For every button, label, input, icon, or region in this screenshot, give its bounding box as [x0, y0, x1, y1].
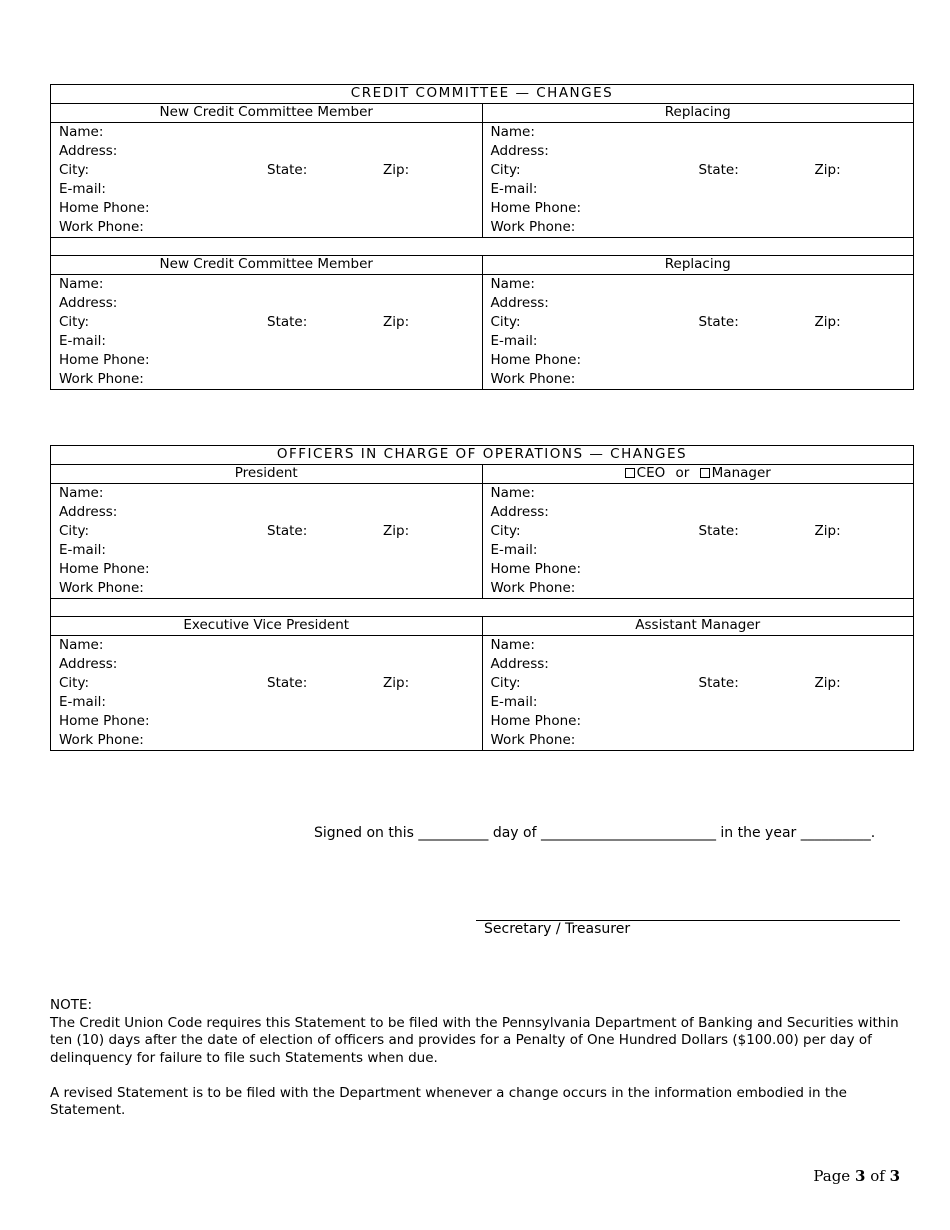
zip-field[interactable]: Zip: — [383, 523, 410, 539]
person-fields-block — [51, 123, 483, 237]
note-paragraph-filing-requirement: The Credit Union Code requires this Statement to be filed with the Pennsylvania Department of Banking and Securities within ten (10) days after the date of election of officers and provides for a Penalty of One Hundred Dollars ($100.00) per day of delinquency for failure to file such Statements when due. — [50, 1014, 899, 1066]
state-field[interactable]: State: — [698, 162, 739, 178]
zip-field[interactable]: Zip: — [814, 314, 841, 330]
signed-on-line[interactable]: Signed on this __________ day of _________________________ in the year __________. — [314, 825, 876, 841]
ceo-manager-header — [483, 465, 914, 483]
address-field[interactable]: Address: — [59, 143, 118, 159]
zip-field[interactable]: Zip: — [814, 523, 841, 539]
person-fields-block — [51, 275, 483, 389]
state-field[interactable]: State: — [698, 675, 739, 691]
work-phone-field[interactable]: Work Phone: — [490, 732, 576, 748]
name-field[interactable]: Name: — [490, 485, 535, 501]
email-field[interactable]: E-mail: — [59, 542, 106, 558]
city-field[interactable]: City: — [59, 314, 90, 330]
work-phone-field[interactable]: Work Phone: — [59, 580, 144, 596]
name-field[interactable]: Name: — [59, 485, 104, 501]
work-phone-field[interactable]: Work Phone: — [59, 219, 144, 235]
replacing-header: Replacing — [664, 104, 731, 120]
home-phone-field[interactable]: Home Phone: — [59, 200, 150, 216]
officers-table — [50, 445, 914, 751]
person-fields-block — [483, 484, 914, 598]
address-field[interactable]: Address: — [59, 504, 118, 520]
table-spacer-row — [51, 598, 913, 616]
home-phone-field[interactable]: Home Phone: — [490, 561, 582, 577]
home-phone-field[interactable]: Home Phone: — [59, 352, 150, 368]
new-credit-committee-member-header: New Credit Committee Member — [51, 104, 483, 122]
home-phone-field[interactable]: Home Phone: — [490, 200, 582, 216]
email-field[interactable]: E-mail: — [59, 333, 106, 349]
table-spacer-row — [51, 237, 913, 255]
email-field[interactable]: E-mail: — [59, 181, 106, 197]
zip-field[interactable]: Zip: — [814, 162, 841, 178]
address-field[interactable]: Address: — [59, 295, 118, 311]
person-fields-block — [51, 636, 483, 750]
state-field[interactable]: State: — [267, 523, 308, 539]
name-field[interactable]: Name: — [59, 124, 104, 140]
address-field[interactable]: Address: — [490, 504, 549, 520]
city-field[interactable]: City: — [490, 523, 521, 539]
email-field[interactable]: E-mail: — [490, 333, 538, 349]
work-phone-field[interactable]: Work Phone: — [490, 371, 576, 387]
home-phone-field[interactable]: Home Phone: — [59, 713, 150, 729]
or-label: or — [675, 465, 690, 481]
address-field[interactable]: Address: — [490, 656, 549, 672]
state-field[interactable]: State: — [267, 162, 308, 178]
city-field[interactable]: City: — [59, 523, 90, 539]
person-fields-block — [483, 275, 914, 389]
name-field[interactable]: Name: — [490, 276, 535, 292]
state-field[interactable]: State: — [267, 675, 308, 691]
email-field[interactable]: E-mail: — [490, 694, 538, 710]
officers-title: OFFICERS IN CHARGE OF OPERATIONS — CHANGES — [276, 446, 688, 462]
page-of: of — [870, 1167, 885, 1185]
person-fields-block — [483, 123, 914, 237]
work-phone-field[interactable]: Work Phone: — [59, 371, 144, 387]
work-phone-field[interactable]: Work Phone: — [490, 580, 576, 596]
city-field[interactable]: City: — [59, 675, 90, 691]
person-fields-block — [483, 636, 914, 750]
page-current: 3 — [854, 1167, 866, 1185]
manager-label: Manager — [711, 465, 771, 481]
executive-vice-president-header: Executive Vice President — [51, 617, 483, 635]
work-phone-field[interactable]: Work Phone: — [490, 219, 576, 235]
zip-field[interactable]: Zip: — [383, 314, 410, 330]
ceo-label: CEO — [636, 465, 666, 481]
state-field[interactable]: State: — [698, 523, 739, 539]
name-field[interactable]: Name: — [490, 124, 535, 140]
note-section — [50, 997, 902, 1120]
city-field[interactable]: City: — [59, 162, 90, 178]
state-field[interactable]: State: — [267, 314, 308, 330]
ceo-checkbox[interactable] — [625, 468, 635, 478]
email-field[interactable]: E-mail: — [59, 694, 106, 710]
assistant-manager-header: Assistant Manager — [635, 617, 761, 633]
address-field[interactable]: Address: — [490, 143, 549, 159]
page-total: 3 — [889, 1167, 900, 1185]
home-phone-field[interactable]: Home Phone: — [59, 561, 150, 577]
page-number — [813, 1167, 900, 1185]
city-field[interactable]: City: — [490, 162, 521, 178]
address-field[interactable]: Address: — [59, 656, 118, 672]
work-phone-field[interactable]: Work Phone: — [59, 732, 144, 748]
city-field[interactable]: City: — [490, 675, 521, 691]
manager-checkbox[interactable] — [700, 468, 710, 478]
zip-field[interactable]: Zip: — [814, 675, 841, 691]
city-field[interactable]: City: — [490, 314, 521, 330]
replacing-header: Replacing — [664, 256, 731, 272]
name-field[interactable]: Name: — [59, 637, 104, 653]
email-field[interactable]: E-mail: — [490, 542, 538, 558]
state-field[interactable]: State: — [698, 314, 739, 330]
credit-committee-title: CREDIT COMMITTEE — CHANGES — [350, 85, 614, 101]
note-paragraph-gap — [50, 1067, 902, 1085]
name-field[interactable]: Name: — [490, 637, 535, 653]
email-field[interactable]: E-mail: — [490, 181, 538, 197]
new-credit-committee-member-header: New Credit Committee Member — [51, 256, 483, 274]
zip-field[interactable]: Zip: — [383, 162, 410, 178]
note-paragraph-revised-statement: A revised Statement is to be filed with the Department whenever a change occurs in the information embodied in the Statement. — [50, 1084, 847, 1118]
address-field[interactable]: Address: — [490, 295, 549, 311]
note-heading: NOTE: — [50, 997, 93, 1013]
person-fields-block — [51, 484, 483, 598]
credit-committee-table — [50, 84, 914, 390]
president-header: President — [51, 465, 483, 483]
home-phone-field[interactable]: Home Phone: — [490, 352, 582, 368]
secretary-treasurer-label: Secretary / Treasurer — [484, 921, 631, 937]
zip-field[interactable]: Zip: — [383, 675, 410, 691]
home-phone-field[interactable]: Home Phone: — [490, 713, 582, 729]
name-field[interactable]: Name: — [59, 276, 104, 292]
page-prefix: Page — [813, 1167, 851, 1185]
